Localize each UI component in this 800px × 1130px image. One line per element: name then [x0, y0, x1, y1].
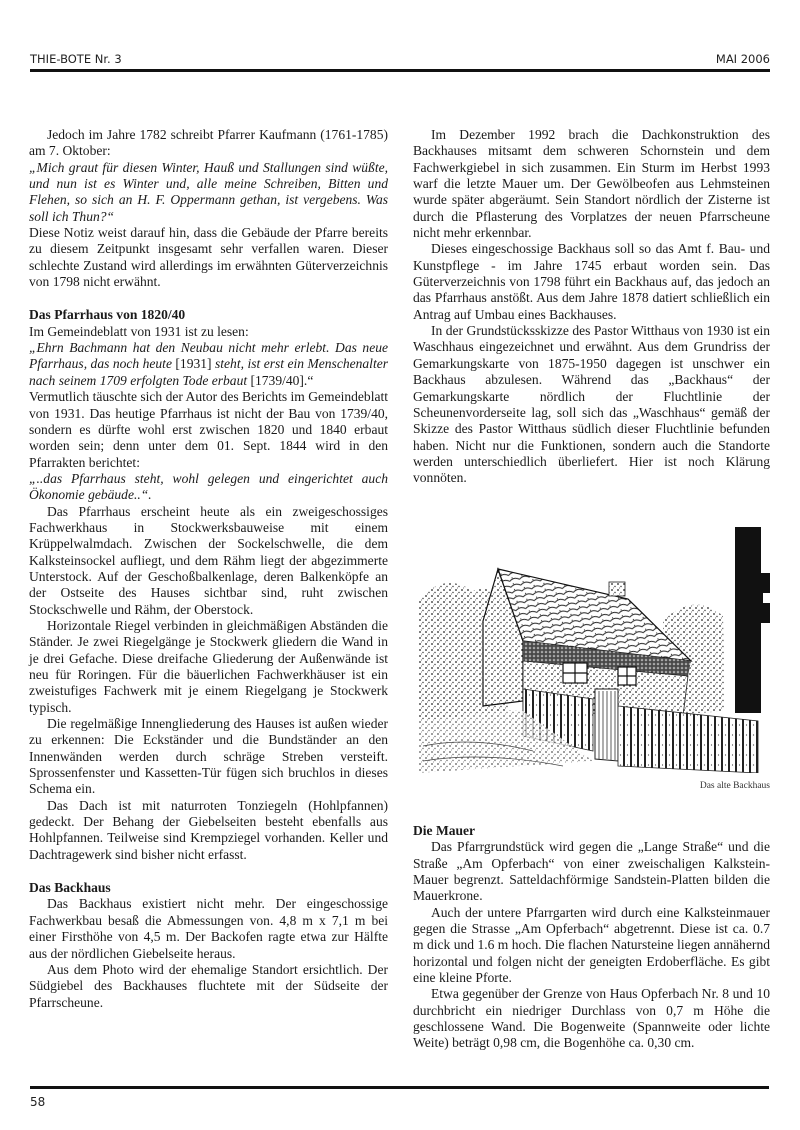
running-header [30, 50, 770, 70]
section-heading-pfarrhaus: Das Pfarrhaus von 1820/40 [29, 307, 186, 323]
quotation: „Ehrn Bachmann hat den Neubau nicht mehr erlebt. Das neue Pfarrhaus, das noch heute [1931] steht, ist erst ein Menschenalter nach seinem 1709 erfolgten Tode erbaut [1739/40].“ [29, 340, 388, 388]
paragraph: Auch der untere Pfarrgarten wird durch eine Kalksteinmauer gegen die Strasse „Am Opferbach“ abgetrennt. Diese ist ca. 0.7 m dick und 1.6 m hoch. Die flachen Natursteine liegen annähernd horizontal und folgen nicht der geneigten Erdoberfläche. Es gibt eine kleine Pforte. [413, 904, 770, 986]
right-column-top [413, 127, 770, 487]
quotation: „Mich graut für diesen Winter, Hauß und Stallungen sind wüßte, und nun ist es Winter und, alle meine Schreiben, Bitten und Flehen, so sich an H. F. Oppermann gethan, ist vergebens. Was soll ich Thun?“ [29, 159, 388, 224]
paragraph: Aus dem Photo wird der ehemalige Standort ersichtlich. Der Südgiebel des Backhauses fluchtete mit der Südseite der Pfarrscheune. [29, 961, 388, 1010]
paragraph: Horizontale Riegel verbinden in gleichmäßigen Abständen die Ständer. Je zwei Riegelgänge je Stockwerk gliedern die Wand in je drei Gefache. Diese dreifache Gliederung der Außenwände ist neu für Roringen. Für die bäuerlichen Fachwerkhäuser ist ein zweistufiges Fachwerk mit je einem Riegelgang je Stockwerk typisch. [29, 617, 388, 715]
section-heading-backhaus: Das Backhaus [29, 880, 111, 896]
bakehouse-sketch-image [413, 511, 770, 773]
figure-old-bakehouse [413, 511, 770, 801]
header-rule [30, 69, 770, 72]
paragraph: Das Pfarrhaus erscheint heute als ein zweigeschossiges Fachwerkhaus in Stockwerksbauweise mit einem Krüppelwalmdach. Zwischen der Sockelschwelle, die dem Kalksteinsockel aufliegt, und dem Rähm liegt der abgezimmerte Unterstock. Auf der Geschoßbalkenlage, deren Balkenköpfe an der Ostseite des Hauses sichtbar sind, ruht zwischen Stockschwelle und Rähm, der Oberstock. [29, 503, 388, 617]
right-column-bottom [413, 823, 770, 1052]
section-heading-mauer: Die Mauer [413, 823, 476, 838]
issue-date: MAI 2006 [715, 52, 770, 66]
paragraph: Vermutlich täuschte sich der Autor des Berichts im Gemeindeblatt von 1931. Das heutige Pfarrhaus ist nicht der Bau von 1739/40, sondern es dürfte wohl erst zwischen 1820 und 1840 erbaut worden sein; denn unter dem 01. Sept. 1844 wird in den Pfarrakten berichtet: [29, 389, 388, 470]
figure-caption: Das alte Backhaus [699, 781, 770, 791]
paragraph: Dieses eingeschossige Backhaus soll so das Amt f. Bau- und Kunstpflege - im Jahre 1745 erbaut worden sein. Das Güterverzeichnis von 1798 führt ein Backhaus auf, das jedoch an das Pfarrhaus anstößt. Aus dem Jahre 1878 datiert schließlich ein Antrag auf Umbau eines Backhauses. [413, 241, 770, 322]
paragraph: Im Gemeindeblatt von 1931 ist zu lesen: [29, 323, 249, 339]
paragraph: Diese Notiz weist darauf hin, dass die Gebäude der Pfarre bereits zu diesem Zeitpunkt insgesamt sehr verfallen waren. Dieser schlechte Zustand wird allerdings im erwähnten Güterverzeichnis von 1798 nicht erwähnt. [29, 225, 388, 290]
paragraph: In der Grundstücksskizze des Pastor Witthaus von 1930 ist ein Waschhaus eingezeichnet und erwähnt. Aus dem Grundriss der Gemarkungskarte von 1875-1950 dagegen ist unschwer ein Backhaus abzulesen. Während das „Backhaus“ der Gemarkungskarte nördlich der Fluchtlinie der Scheunenvorderseite lag, soll sich das „Waschhaus“ gemäß der Skizze des Pastor Witthaus südlich dieser Fluchtlinie befunden haben. Nicht nur die Funktionen, sondern auch die Standorte werden unterschiedlich überliefert. Hier ist noch Klärung vonnöten. [413, 323, 770, 486]
paragraph: Das Backhaus existiert nicht mehr. Der eingeschossige Fachwerkbau besaß die Abmessungen von. 4,8 m x 7,1 m bei einer Firsthöhe von 4,5 m. Der Backofen ragte etwa zur Hälfte aus der nördlichen Giebelseite heraus. [29, 896, 388, 961]
publication-title: THIE-BOTE Nr. 3 [30, 52, 122, 66]
paragraph: Das Dach ist mit naturroten Tonziegeln (Hohlpfannen) gedeckt. Der Behang der Giebelseiten besteht ebenfalls aus Hohlpfannen. Teilweise sind Krempziegel vorhanden. Keller und Dachtragewerk sind bisher nicht erfasst. [29, 797, 388, 862]
paragraph: Im Dezember 1992 brach die Dachkonstruktion des Backhauses mitsamt dem schweren Schornstein und dem Fachwerkgiebel in sich zusammen. Ein Sturm im Herbst 1993 warf die letzte Mauer um. Der Gewölbeofen aus Lehmsteinen wurde später abgeräumt. Sein Standort nördlich der Zisterne ist durch die Pflasterung des Vorplatzes der neuen Pfarrscheune nicht mehr erkennbar. [413, 127, 770, 241]
paragraph: Etwa gegenüber der Grenze von Haus Opferbach Nr. 8 und 10 durchbricht ein niedriger Durchlass von 0,7 m Höhe die geschlossene Wand. Die Bogenweite (Spannweite oder lichte Weite) beträgt 0,98 cm, die Bogenhöhe ca. 0,30 cm. [413, 986, 770, 1051]
footer-rule [30, 1086, 769, 1089]
paragraph: Die regelmäßige Innengliederung des Hauses ist außen wieder zu erkennen: Die Eckständer und die Bundständer an den Innenwänden werden durch schräge Streben versteift. Sprossenfenster und Kassetten-Tür fügen sich bruchlos in dieses Schema ein. [29, 716, 388, 797]
left-column [29, 127, 388, 1011]
quotation: „..das Pfarrhaus steht, wohl gelegen und eingerichtet auch Ökonomie gebäude..“. [29, 470, 388, 503]
paragraph: Das Pfarrgrundstück wird gegen die „Lange Straße“ und die Straße „Am Opferbach“ von einer zweischaligen Kalkstein-Mauer begrenzt. Satteldachförmige Sandstein-Platten bilden die Mauerkrone. [413, 839, 770, 904]
paragraph: Jedoch im Jahre 1782 schreibt Pfarrer Kaufmann (1761-1785) am 7. Oktober: [29, 127, 388, 159]
page-number: 58 [30, 1095, 46, 1109]
